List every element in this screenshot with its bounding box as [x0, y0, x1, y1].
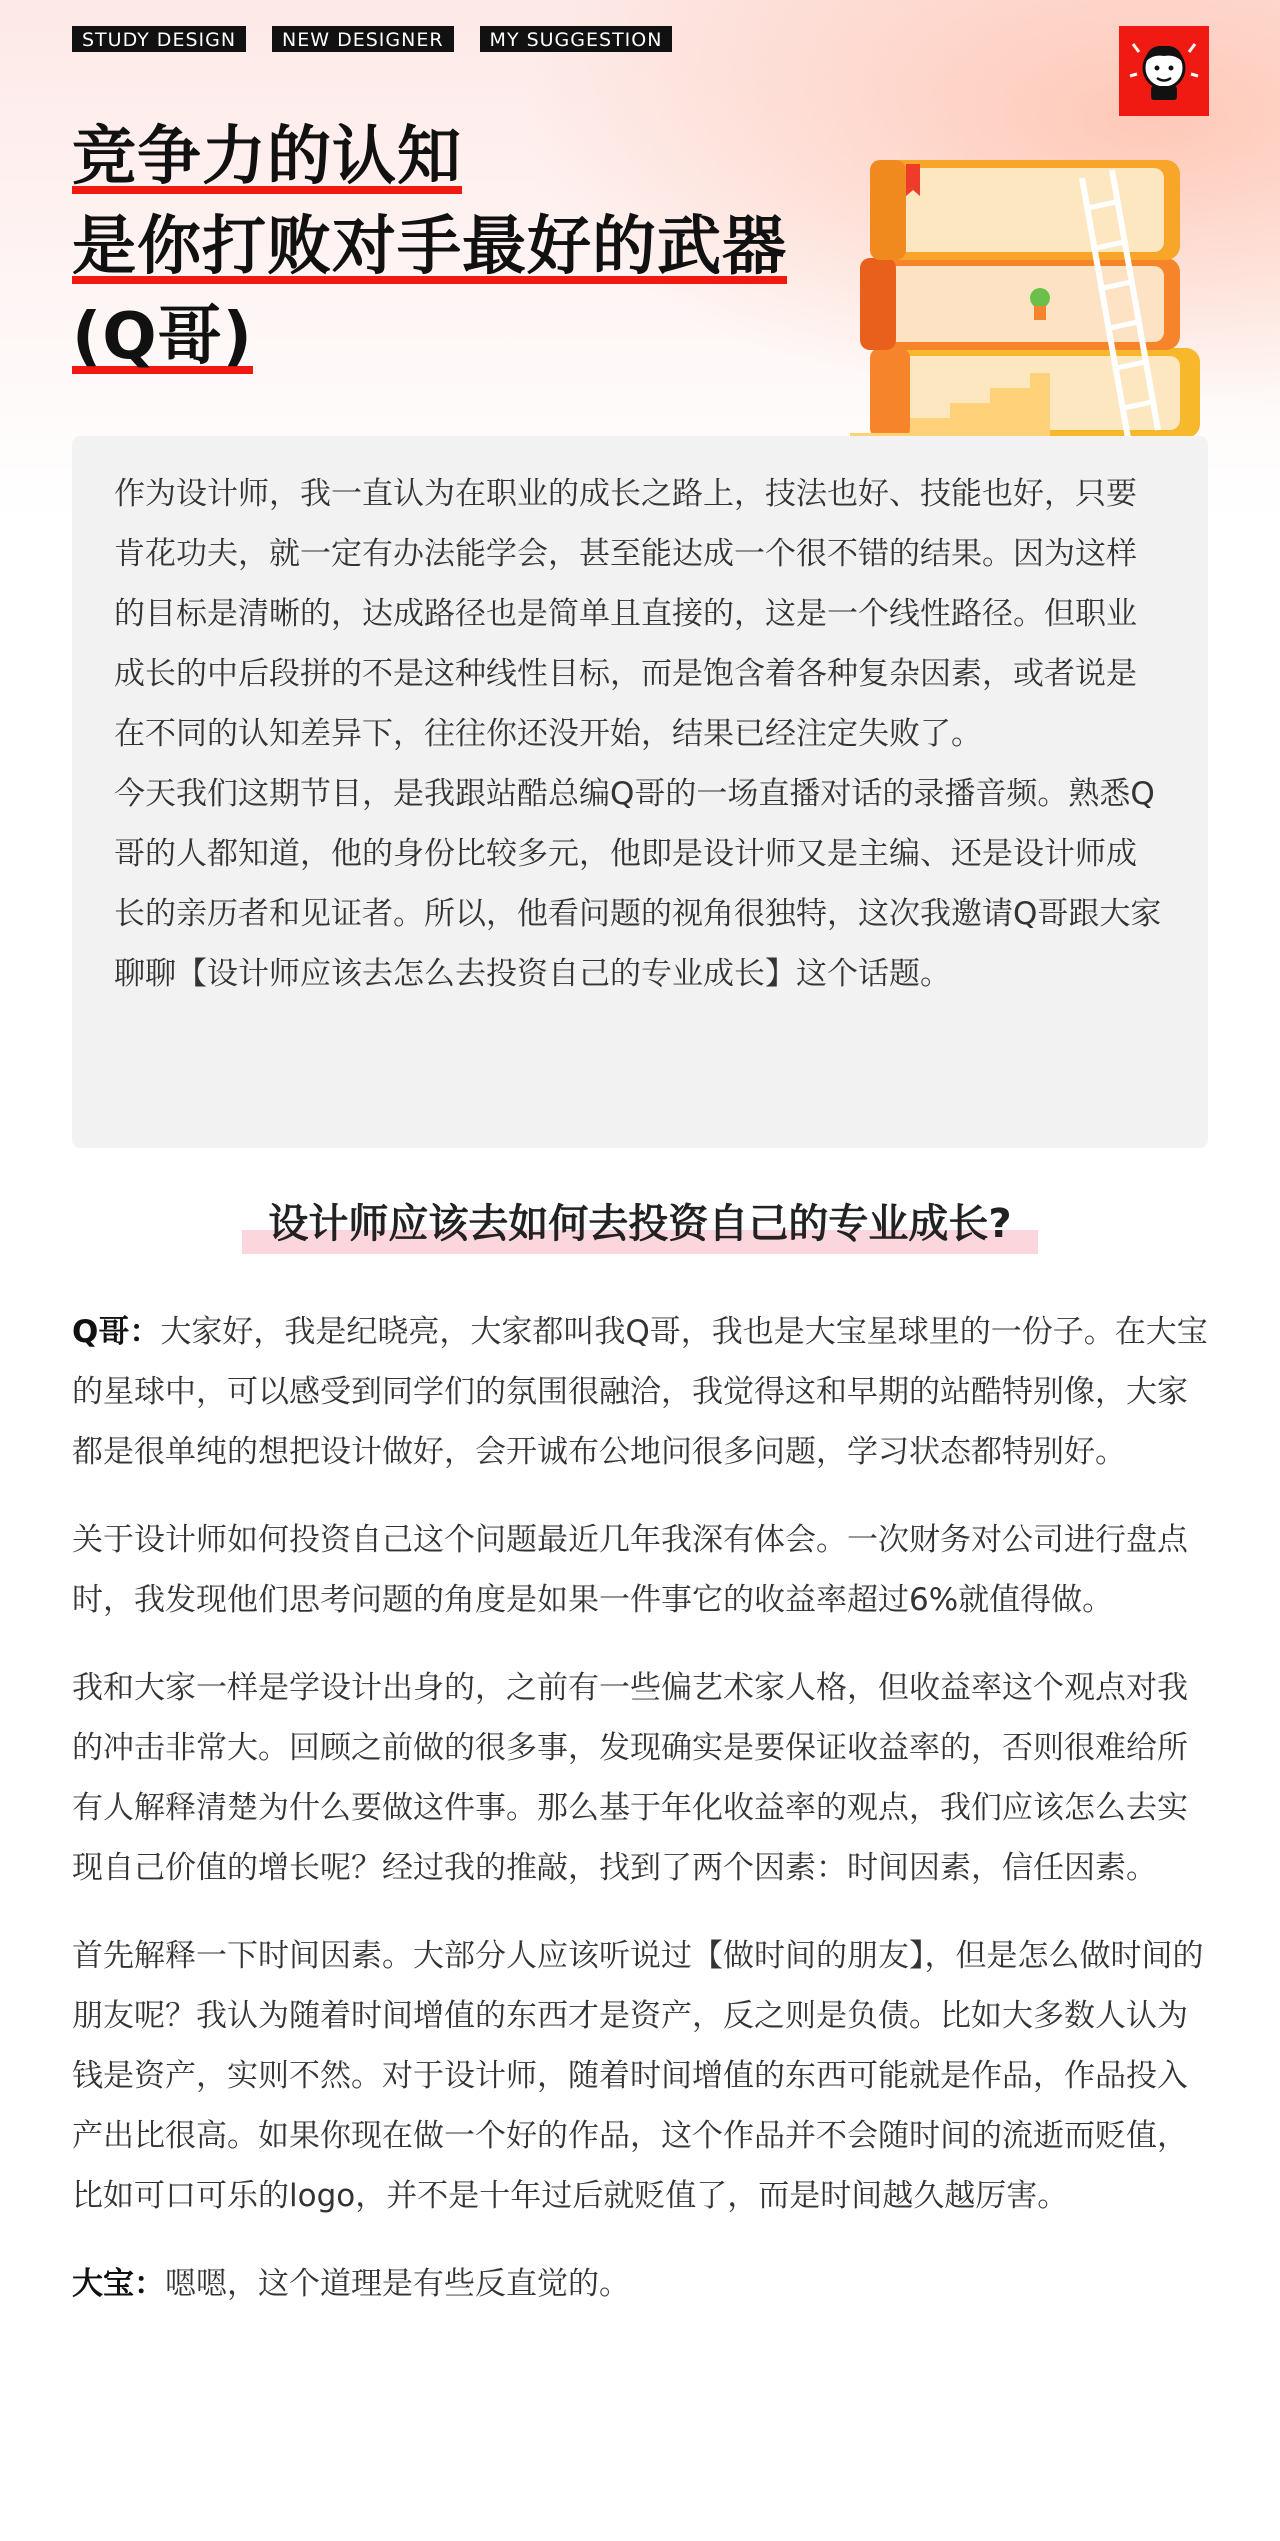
tag-my-suggestion: MY SUGGESTION: [480, 26, 673, 52]
cartoon-avatar-logo-icon: [1127, 34, 1201, 108]
book-stack-ladder-icon: [850, 148, 1210, 448]
logo: [1119, 26, 1209, 116]
title-line-1: 竞争力的认知: [72, 120, 462, 194]
page-title: [72, 112, 787, 382]
title-line-2: 是你打败对手最好的武器: [72, 210, 787, 284]
title-line-3: (Q哥): [72, 300, 253, 374]
speaker-label: Q哥：: [72, 1314, 161, 1350]
section-heading: [0, 1196, 1280, 1252]
speaker-label: 大宝：: [72, 2266, 165, 2302]
tag-new-designer: NEW DESIGNER: [272, 26, 454, 52]
intro-paragraph-1: 作为设计师，我一直认为在职业的成长之路上，技法也好、技能也好，只要肯花功夫，就一定有办法能学会，甚至能达成一个很不错的结果。因为这样的目标是清晰的，达成路径也是简单且直接的，这是一个线性路径。但职业成长的中后段拼的不是这种线性目标，而是饱含着各种复杂因素，或者说是在不同的认知差异下，往往你还没开始，结果已经注定失败了。: [114, 476, 1137, 752]
intro-paragraph-2: 今天我们这期节目，是我跟站酷总编Q哥的一场直播对话的录播音频。熟悉Q哥的人都知道，他的身份比较多元，他即是设计师又是主编、还是设计师成长的亲历者和见证者。所以，他看问题的视角很独特，这次我邀请Q哥跟大家聊聊【设计师应该去怎么去投资自己的专业成长】这个话题。: [114, 776, 1162, 992]
article-body: [72, 1302, 1208, 2342]
paragraph: 首先解释一下时间因素。大部分人应该听说过【做时间的朋友】，但是怎么做时间的朋友呢？我认为随着时间增值的东西才是资产，反之则是负债。比如大多数人认为钱是资产，实则不然。对于设计师，随着时间增值的东西可能就是作品，作品投入产出比很高。如果你现在做一个好的作品，这个作品并不会随时间的流逝而贬值，比如可口可乐的logo，并不是十年过后就贬值了，而是时间越久越厉害。: [72, 1938, 1204, 2214]
paragraph: 大宝：嗯嗯，这个道理是有些反直觉的。: [72, 2266, 630, 2302]
tag-row: [72, 26, 672, 52]
paragraph: 关于设计师如何投资自己这个问题最近几年我深有体会。一次财务对公司进行盘点时，我发现他们思考问题的角度是如果一件事它的收益率超过6%就值得做。: [72, 1522, 1188, 1618]
paragraph: Q哥：大家好，我是纪晓亮，大家都叫我Q哥，我也是大宝星球里的一份子。在大宝的星球中，可以感受到同学们的氛围很融洽，我觉得这和早期的站酷特别像，大家都是很单纯的想把设计做好，会开诚布公地问很多问题，学习状态都特别好。: [72, 1314, 1208, 1470]
section-title: 设计师应该去如何去投资自己的专业成长?: [248, 1196, 1031, 1252]
intro-card: [72, 436, 1208, 1148]
tag-study-design: STUDY DESIGN: [72, 26, 246, 52]
paragraph: 我和大家一样是学设计出身的，之前有一些偏艺术家人格，但收益率这个观点对我的冲击非常大。回顾之前做的很多事，发现确实是要保证收益率的，否则很难给所有人解释清楚为什么要做这件事。那么基于年化收益率的观点，我们应该怎么去实现自己价值的增长呢？经过我的推敲，找到了两个因素：时间因素，信任因素。: [72, 1670, 1188, 1886]
